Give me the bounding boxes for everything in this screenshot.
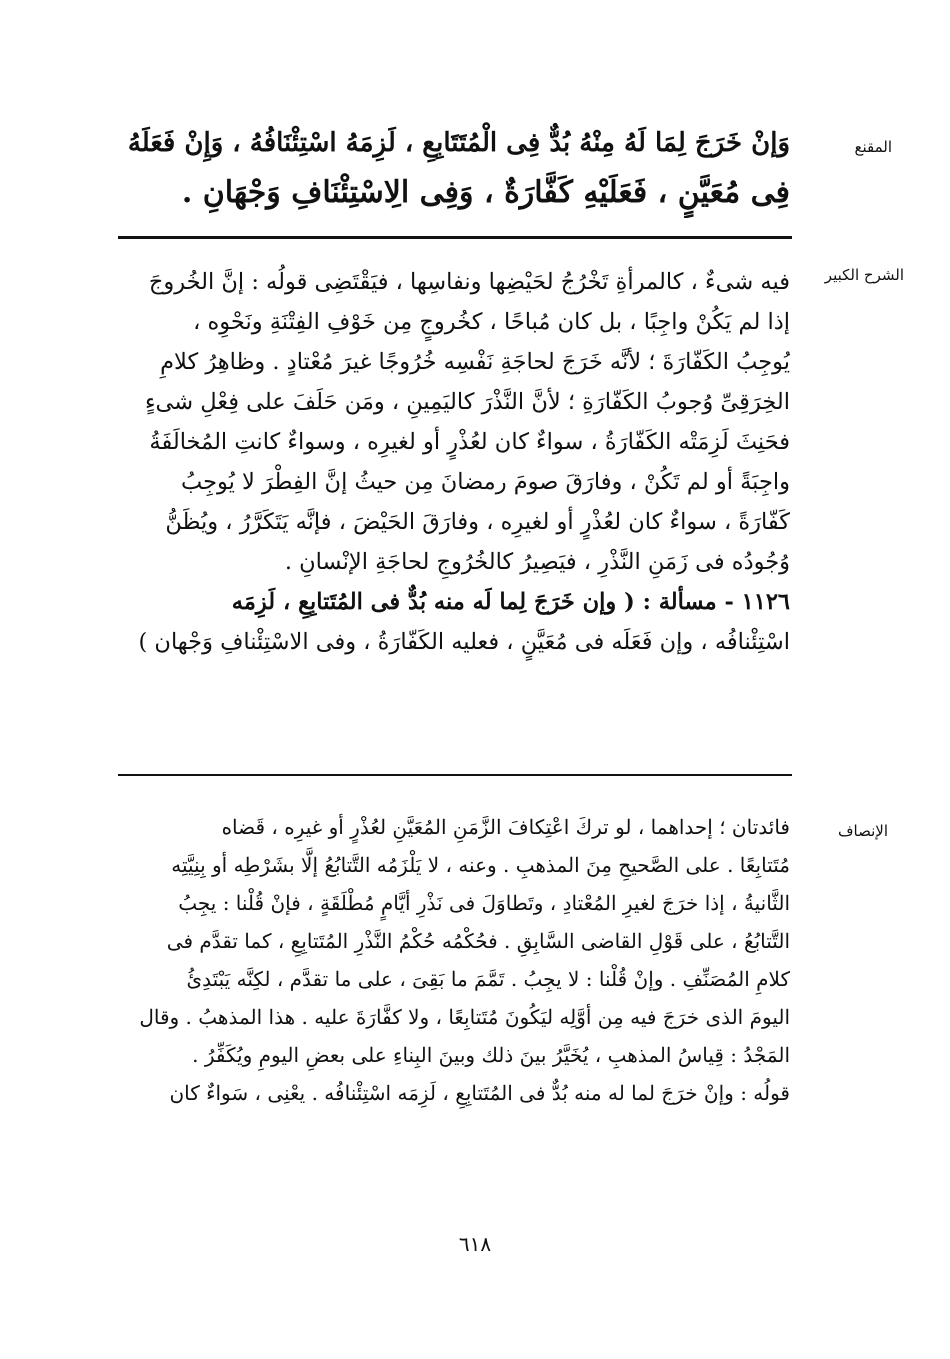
sharh-line: فحَنِثَ لَزِمَتْه الكَفّارَةُ ، سواءٌ كان لعُذْرٍ أو لغيرِه ، وسواءٌ كانتِ المُخالَفَةُ (149, 429, 790, 455)
section-label-muqni: المقنع (854, 138, 892, 156)
section-divider (118, 236, 792, 239)
insaf-line: الثَّانيةُ ، إذا خرَجَ لغيرِ المُعْتادِ ، وتَطاوَلَ فى نَذْرِ أيَّامٍ مُطْلَقَةٍ ، فإنْ قُلْنا : يجِبُ (178, 891, 790, 915)
muqni-line: فِى مُعَيَّنٍ ، فَعَلَيْهِ كَفَّارَةٌ ، وَفِى الِاسْتِئْنَافِ وَجْهَانِ . (181, 175, 790, 210)
insaf-line: التَّتابُعُ ، على قَوْلِ القاضى السَّابِقِ . فحُكْمُه حُكْمُ النَّذْرِ المُتَتابِعِ ، كما تقدَّم فى (166, 929, 790, 953)
muqni-text (118, 118, 790, 218)
sharh-line: فيه شىءٌ ، كالمرأةِ تَخْرُجُ لحَيْضِها ونفاسِها ، فيَقْتَضِى قولُه : إنَّ الخُروجَ (148, 269, 790, 295)
mas-ala-heading-line: ١١٢٦ - مسألة : ( وإن خَرَجَ لِما لَه منه بُدٌّ فى المُتَتابِعِ ، لَزِمَه (231, 589, 790, 615)
insaf-line: المَجْدُ : قِياسُ المذهبِ ، يُخَيَّرُ بينَ ذلك وبينَ البِناءِ على بعضِ اليومِ ويُكَفِّرُ . (192, 1043, 790, 1067)
section-divider (118, 774, 792, 776)
sharh-text (118, 262, 790, 662)
muqni-line: وَإنْ خَرَجَ لِمَا لَهُ مِنْهُ بُدٌّ فِى الْمُتَتَابِعِ ، لَزِمَهُ اسْتِئْنَافُهُ ، وَإِنْ فَعَلَهُ (127, 128, 790, 158)
sharh-line: يُوجِبُ الكَفّارَةَ ؛ لأنَّه خَرَجَ لحاجَةِ نَفْسِه خُرُوجًا غيرَ مُعْتادٍ . وظاهِرُ كلامِ (160, 349, 790, 375)
sharh-line: وُجُودُه فى زَمَنِ النَّذْرِ ، فيَصِيرُ كالخُرُوجِ لحاجَةِ الإنْسانِ . (284, 549, 790, 575)
insaf-line: فائدتان ؛ إحداهما ، لو تركَ اعْتِكافَ الزَّمَنِ المُعَيَّنِ لعُذْرٍ أو غيرِه ، قَضاه (221, 815, 790, 839)
insaf-line: مُتَتابِعًا . على الصَّحيحِ مِنَ المذهبِ . وعنه ، لا يَلْزَمُه التَّتابُعُ إلَّا بشَرْطِه أو بِنِيَّتِه (171, 853, 790, 877)
sharh-line: إذا لم يَكُنْ واجِبًا ، بل كان مُباحًا ، كخُروجٍ مِن خَوْفِ الفِتْنَةِ ونَحْوِه ، (193, 309, 790, 335)
sharh-line: كَفّارَةً ، سواءٌ كان لعُذْرٍ أو لغيرِه ، وفارَقَ الحَيْضَ ، فإنَّه يَتَكَرَّرُ ، ويُظَنُّ (165, 509, 790, 535)
sharh-line: الخِرَقِىِّ وُجوبُ الكَفّارَةِ ؛ لأنَّ النَّذْرَ كاليَمِينِ ، ومَن حَلَفَ على فِعْلِ شىءٍ (144, 389, 790, 415)
insaf-line: اليومَ الذى خرَجَ فيه مِن أوَّلِه ليَكُونَ مُتَتابِعًا ، ولا كفَّارَةَ عليه . هذا المذهبُ . وقال (139, 1005, 790, 1029)
section-label-sharh: الشرح الكبير (824, 266, 904, 284)
section-label-insaf: الإنصاف (837, 822, 888, 840)
sharh-line: واجِبَةً أو لم تَكُنْ ، وفارَقَ صومَ رمضانَ مِن حيثُ إنَّ الفِطْرَ لا يُوجِبُ (181, 469, 790, 495)
insaf-line: كلامِ المُصَنِّفِ . وإنْ قُلْنا : لا يجِبُ . تَمَّمَ ما بَقِىَ ، على ما تقدَّم ، لكِنَّه يَبْتَدِئُ (186, 967, 790, 991)
sharh-line: اسْتِئْنافُه ، وإن فَعَلَه فى مُعَيَّنٍ ، فعليه الكَفّارَةُ ، وفى الاسْتِئْنافِ وَجْهان ) (138, 629, 790, 655)
insaf-text (118, 808, 790, 1112)
insaf-line: قولُه : وإنْ خرَجَ لما له منه بُدٌّ فى المُتَتابِعِ ، لَزِمَه اسْتِئْنافُه . يعْنِى ، سَواءٌ كان (169, 1081, 790, 1105)
page-number: ٦١٨ (458, 1232, 492, 1256)
